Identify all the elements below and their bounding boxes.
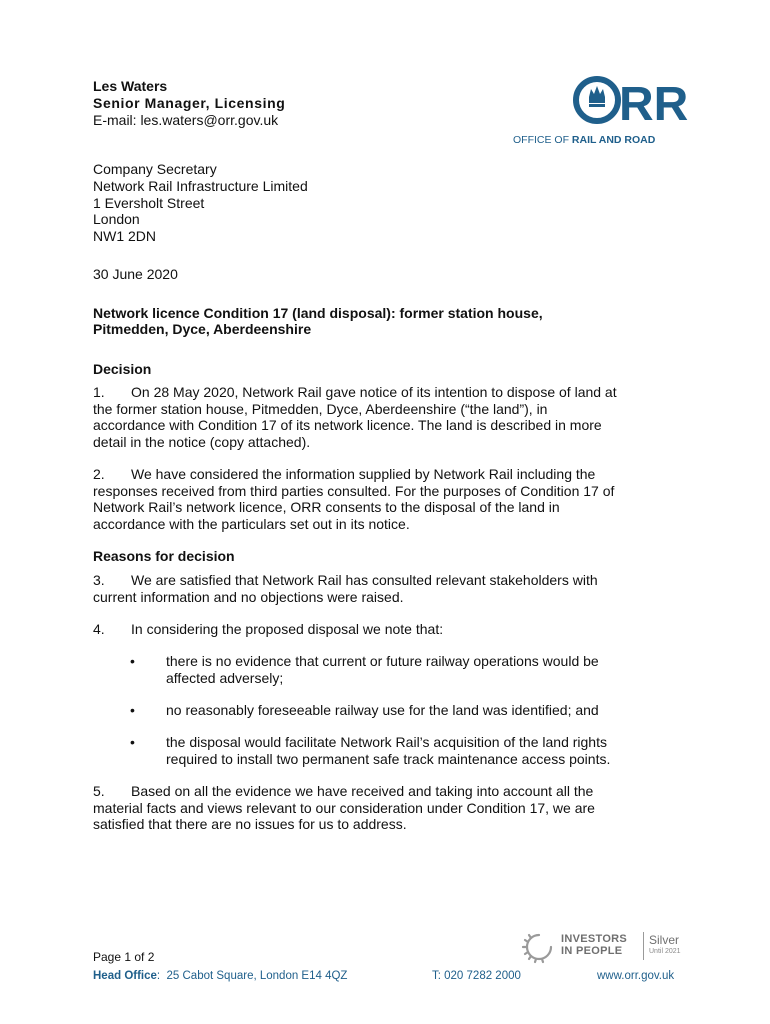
orr-subtitle-prefix: OFFICE OF (513, 134, 572, 146)
bullet-line: required to install two permanent safe track maintenance access points. (166, 750, 611, 767)
subject-line: Network licence Condition 17 (land disposal): former station house, (93, 305, 543, 321)
paragraph-line: Based on all the evidence we have received and taking into account all the (131, 783, 594, 799)
recipient-line: 1 Eversholt Street (93, 195, 205, 211)
investors-in-people-badge (523, 930, 683, 964)
bullet-line: there is no evidence that current or future railway operations would be (166, 653, 599, 669)
paragraph-number: 4. (93, 621, 105, 637)
paragraph-line: On 28 May 2020, Network Rail gave notice of its intention to dispose of land at (131, 384, 617, 400)
investors-line1: INVESTORS (561, 933, 628, 945)
paragraph-line: current information and no objections were raised. (93, 588, 404, 605)
paragraph-line: We are satisfied that Network Rail has consulted relevant stakeholders with (131, 572, 598, 588)
section-heading-reasons: Reasons for decision (93, 548, 235, 564)
paragraph-5 (93, 783, 693, 833)
investors-level: Silver (649, 933, 680, 947)
sender-name: Les Waters (93, 78, 168, 94)
crown-icon (589, 86, 605, 107)
footer-head-office: Head Office: 25 Cabot Square, London E14 4QZ (93, 970, 348, 982)
footer-website[interactable]: www.orr.gov.uk (597, 970, 675, 982)
paragraph-number: 2. (93, 466, 105, 482)
orr-logo (510, 76, 689, 151)
bullet-item (166, 734, 686, 767)
investors-until: Until 2021 (649, 948, 681, 955)
paragraph-line: responses received from third parties consulted. For the purposes of Condition 17 of (93, 482, 615, 499)
bullet-line: no reasonably foreseeable railway use for the land was identified; and (166, 702, 599, 718)
investors-line2: IN PEOPLE (561, 945, 623, 957)
head-office-label: Head Office (93, 970, 157, 982)
orr-logo-mark (510, 76, 689, 131)
paragraph-line: material facts and views relevant to our consideration under Condition 17, we are (93, 799, 595, 816)
head-office-address: 25 Cabot Square, London E14 4QZ (166, 970, 348, 982)
sender-title: Senior Manager, Licensing (93, 95, 286, 111)
footer-phone: T: 020 7282 2000 (432, 970, 521, 982)
paragraph-line: We have considered the information supplied by Network Rail including the (131, 466, 596, 482)
recipient-line: NW1 2DN (93, 228, 157, 244)
paragraph-line: Network Rail’s network licence, ORR consents to the disposal of the land in (93, 499, 560, 515)
subject-line: Pitmedden, Dyce, Aberdeenshire (93, 321, 312, 337)
paragraph-line: In considering the proposed disposal we note that: (131, 621, 444, 637)
laurel-icon (523, 931, 555, 963)
bullet-item (166, 653, 686, 686)
letter-date: 30 June 2020 (93, 266, 178, 282)
bullet-line: the disposal would facilitate Network Rail’s acquisition of the land rights (166, 734, 607, 750)
section-heading-decision: Decision (93, 361, 152, 377)
paragraph-line: the former station house, Pitmedden, Dyce, Aberdeenshire (“the land”), in (93, 400, 548, 417)
paragraph-3 (93, 572, 693, 605)
recipient-line: Company Secretary (93, 161, 217, 177)
bullet-line: affected adversely; (166, 669, 284, 686)
paragraph-line: accordance with the particulars set out in its notice. (93, 515, 410, 532)
badge-divider (643, 932, 644, 960)
paragraph-1 (93, 384, 693, 450)
recipient-line: Network Rail Infrastructure Limited (93, 178, 308, 194)
paragraph-2 (93, 466, 693, 532)
orr-subtitle (513, 134, 655, 146)
bullet-item (166, 702, 686, 719)
svg-text:RR: RR (619, 78, 689, 131)
bullet-icon: • (130, 702, 135, 718)
bullet-icon: • (130, 734, 135, 750)
paragraph-number: 5. (93, 783, 105, 799)
paragraph-number: 3. (93, 572, 105, 588)
paragraph-line: accordance with Condition 17 of its network licence. The land is described in more (93, 417, 602, 433)
recipient-line: London (93, 211, 140, 227)
paragraph-4 (93, 621, 693, 638)
paragraph-number: 1. (93, 384, 105, 400)
paragraph-line: satisfied that there are no issues for us to address. (93, 816, 407, 832)
paragraph-line: detail in the notice (copy attached). (93, 433, 311, 450)
bullet-icon: • (130, 653, 135, 669)
page-number: Page 1 of 2 (93, 950, 155, 964)
sender-email[interactable]: E-mail: les.waters@orr.gov.uk (93, 112, 279, 128)
orr-subtitle-bold: RAIL AND ROAD (571, 134, 656, 146)
